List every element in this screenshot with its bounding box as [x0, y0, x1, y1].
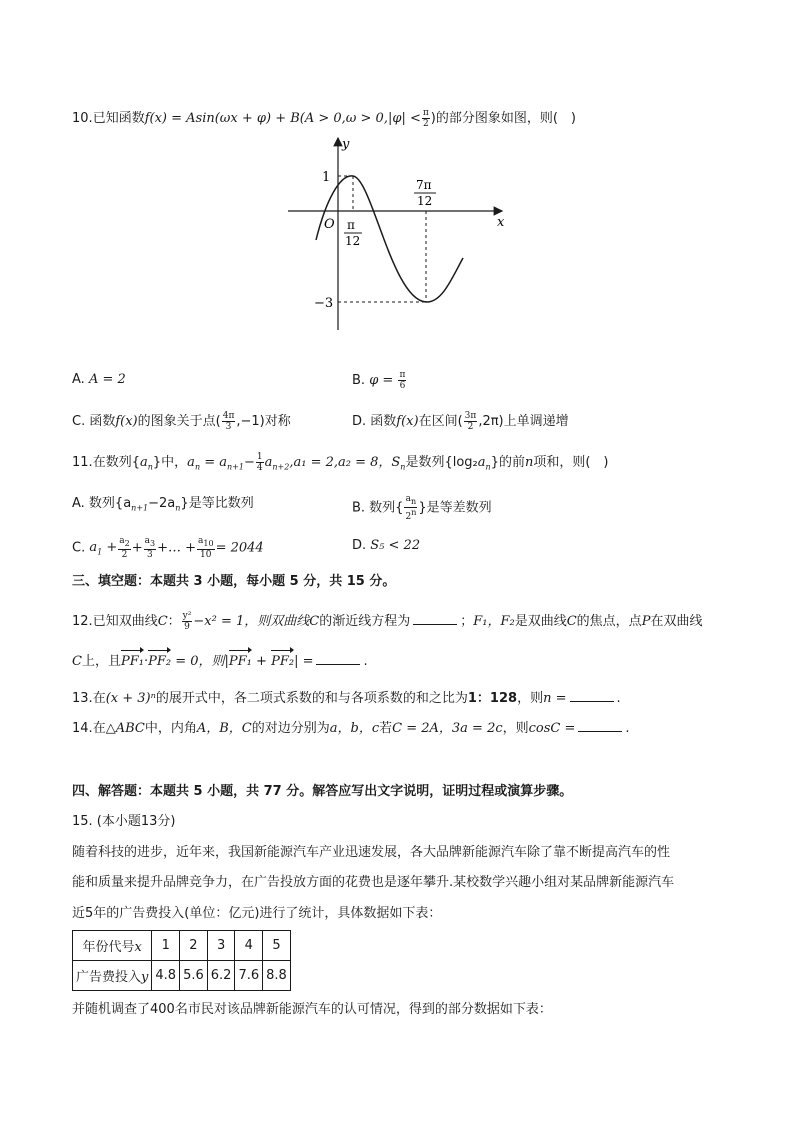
label-7pi-12-den: 12: [417, 194, 433, 208]
q15-heading: 15. (本小题13分): [72, 814, 176, 829]
table-cell: 6.2: [207, 961, 235, 991]
table-row: [73, 931, 291, 961]
table-cell: 2: [180, 931, 208, 961]
q15-paragraph-3: 近5年的广告费投入(单位：亿元)进行了统计，具体数据如下表：: [72, 906, 442, 921]
q14-stem: 14.在△ABC中，内角A，B，C的对边分别为a，b，c若C = 2A，3a = 2c，则cosC = .: [72, 721, 630, 736]
q14-blank[interactable]: [578, 719, 622, 732]
q13-stem: 13.在(x + 3)ⁿ的展开式中，各二项式系数的和与各项系数的和之比为1：128，则n = .: [72, 691, 621, 706]
q11-option-d: D. S₅ < 22: [352, 538, 421, 553]
row-header: 广告费投入y: [73, 961, 152, 991]
tick-1: 1: [322, 170, 331, 185]
q10-formula: f(x) = Asin(ωx + φ) + B(A > 0,ω > 0,|φ| <: [144, 111, 421, 126]
q10-text-end: )的部分图象如图，则( ): [430, 111, 576, 126]
table-cell: 4: [235, 931, 263, 961]
label-pi-12-den: 12: [345, 234, 361, 248]
label-pi-12-num: π: [347, 218, 355, 232]
table-cell: 1: [152, 931, 180, 961]
q15-paragraph-1: 随着科技的进步，近年来，我国新能源汽车产业迅速发展，各大品牌新能源汽车除了靠不断提高汽车的性: [72, 845, 671, 860]
q10-text: 已知函数: [92, 111, 145, 126]
x-axis-label: x: [497, 215, 505, 230]
q15-paragraph-4: 并随机调查了400名市民对该品牌新能源汽车的认可情况，得到的部分数据如下表：: [72, 1002, 552, 1017]
table-cell: 7.6: [235, 961, 263, 991]
ad-spend-table: [72, 930, 291, 991]
table-cell: 8.8: [263, 961, 291, 991]
y-axis-label: y: [342, 137, 350, 152]
q12-blank-2[interactable]: [316, 652, 360, 665]
q11-option-b: B. 数列{ $\frac{a_n}{2^n}$ }是等差数列: [352, 494, 492, 522]
q10-option-c: C. 函数f(x)的图象关于点( $\frac{4\pi}{3}$ ,−1)对称: [72, 411, 291, 432]
q10-graph: [0, 130, 794, 350]
q10-option-a: A. A = 2: [72, 372, 126, 387]
table-cell: 4.8: [152, 961, 180, 991]
row-header: 年份代号x: [73, 931, 152, 961]
q13-blank[interactable]: [570, 689, 614, 702]
tick-minus3: −3: [314, 296, 334, 311]
q12-blank-1[interactable]: [413, 612, 457, 625]
q12-line1: 12.已知双曲线C： $\frac{\text{y²}}{9}$ −x² = 1，则双曲线C的渐近线方程为 ；F₁，F₂是双曲线C的焦点，点P在双曲线: [72, 611, 703, 632]
q10-option-b: B. φ = $\frac{\pi}{6}$: [352, 370, 406, 391]
q12-line2: C上，且PF₁·PF₂ = 0，则|PF₁ + PF₂| = .: [72, 652, 368, 672]
table-cell: 5.6: [180, 961, 208, 991]
q11-option-a: A. 数列$\{a_{n+1}-2a_n\}$是等比数列: [72, 496, 254, 513]
origin-label: O: [324, 217, 335, 232]
label-7pi-12-num: 7π: [416, 178, 432, 192]
section-3-heading: 三、填空题：本题共 3 小题，每小题 5 分，共 15 分。: [72, 574, 396, 589]
table-cell: 5: [263, 931, 291, 961]
q15-paragraph-2: 能和质量来提升品牌竞争力，在广告投放方面的花费也是逐年攀升.某校数学兴趣小组对某品牌新能源汽车: [72, 875, 675, 890]
q10-frac: $\frac{\pi}{2}$: [422, 108, 429, 129]
table-cell: 3: [207, 931, 235, 961]
q10-number: 10.: [72, 111, 93, 126]
q11-stem: 11.在数列$\{a_n\}$中，$a_n = a_{n+1}-$ $\frac{1}{4}$ $a_{n+2},a_1 = 2,a_2 = 8$，$S_n$是数列$\{\log_2a_n\}$的前n项和，则( ): [72, 452, 609, 473]
table-row: [73, 961, 291, 991]
q10-stem: [72, 108, 576, 129]
q11-option-c: C. $a_1$ + $\frac{a_2}{2}$ + $\frac{a_3}{3}$ +… + $\frac{a_{10}}{10}$ = 2044: [72, 536, 264, 560]
q10-option-d: D. 函数f(x)在区间( $\frac{3\pi}{2}$ ,2π)上单调递增: [352, 411, 569, 432]
section-4-heading: 四、解答题：本题共 5 小题，共 77 分。解答应写出文字说明，证明过程或演算步骤。: [72, 784, 573, 799]
